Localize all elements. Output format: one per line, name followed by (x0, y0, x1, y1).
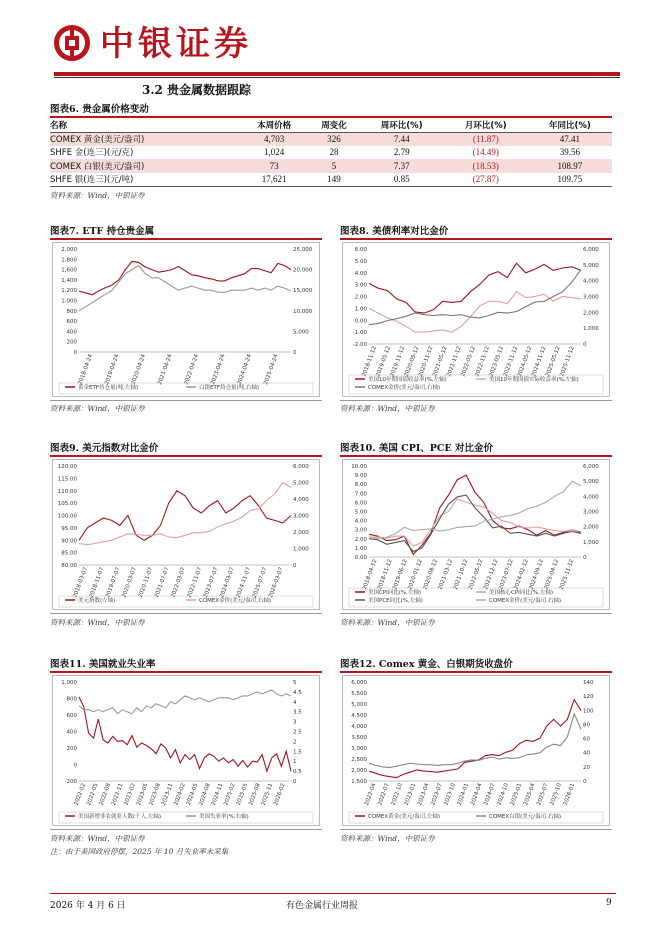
chart-svg (53, 676, 319, 825)
x-tick-label: 2025-11-12 (559, 345, 576, 378)
x-tick-label: 2019-06-12 (392, 558, 409, 591)
y-tick-label-left: 95.00 (61, 525, 77, 532)
figure-title: 图表8. 美债利率对比金价 (340, 226, 449, 237)
y-tick-label-left: 6.00 (354, 500, 367, 507)
series-line (369, 499, 581, 546)
y-tick-label-left: 1.00 (354, 545, 367, 552)
y-tick-label-right: 20 (583, 764, 590, 771)
x-tick-label: 2024-04 (470, 782, 484, 807)
x-tick-label: 2025-11-12 (558, 558, 576, 591)
y-tick-label-left: 5.00 (354, 509, 367, 516)
table-cell: 47.41 (528, 132, 612, 146)
x-tick-label: 2021-03-12 (437, 558, 455, 591)
x-tick-label: 2024-08 (198, 782, 212, 807)
table-cell: (11.87) (444, 132, 528, 146)
x-tick-label: 2022-05-12 (460, 345, 477, 378)
y-tick-label-left: 7.00 (354, 491, 367, 498)
legend-label: 美国CPI同比(%,左轴) (368, 590, 422, 596)
y-tick-label-left: 1,200 (61, 288, 77, 295)
x-tick-label: 2018-11-07 (88, 566, 106, 599)
x-tick-label: 2023-08 (148, 782, 162, 807)
x-tick-label: 2026-01 (562, 782, 577, 807)
x-tick-label: 2021-07-07 (153, 566, 171, 599)
x-tick-label: 2022-07 (377, 782, 391, 807)
y-tick-label-left: 400 (66, 329, 77, 336)
x-tick-label: 2025-10 (549, 782, 564, 807)
y-tick-label-left: 1,600 (61, 267, 77, 274)
x-tick-label: 2024-01 (456, 782, 471, 807)
x-tick-label: 2024-11-07 (235, 566, 253, 599)
table-cell: 7.37 (360, 159, 444, 173)
x-tick-label: 2018-11-12 (377, 558, 394, 591)
y-tick-label-left: 3.00 (354, 282, 367, 289)
figure-source: 资料来源：Wind，中银证券 (340, 404, 435, 413)
series-line (79, 491, 291, 541)
y-tick-label-left: 2.00 (354, 536, 367, 543)
y-tick-label-left: 1,000 (61, 298, 77, 305)
table-cell: 109.75 (528, 173, 612, 187)
x-tick-label: 2024-03-07 (219, 566, 236, 599)
x-tick-label: 2025-04 (523, 782, 537, 807)
x-tick-label: 2021-05-12 (432, 345, 449, 378)
y-tick-label-right: 140 (583, 680, 594, 686)
y-tick-label-left: 80.00 (61, 563, 77, 569)
y-tick-label-left: 1,000 (61, 680, 77, 686)
figure-title: 图表10. 美国 CPI、PCE 对比金价 (340, 443, 494, 454)
series-line (79, 690, 291, 714)
x-tick-label: 2023-05-12 (488, 345, 506, 378)
y-tick-label-right: 0 (293, 779, 297, 785)
figure-title-rule (340, 455, 612, 457)
col-header: 年同比(%) (528, 118, 612, 132)
series-line (369, 270, 581, 325)
y-tick-label-right: 4,000 (293, 497, 309, 503)
legend-label: 美国10年期国债收益率(%,左轴) (368, 377, 447, 383)
x-tick-label: 2019-11-12 (389, 345, 407, 378)
y-tick-label-right: 1.5 (293, 749, 302, 756)
x-tick-label: 2025-11 (260, 782, 275, 807)
figure-source: 资料来源：Wind，中银证券 (340, 618, 435, 627)
table-cell: (27.87) (444, 173, 528, 187)
x-tick-label: 2025-01 (509, 782, 524, 807)
y-tick-label-right: 5 (293, 680, 297, 686)
x-tick-label: 2020-04-24 (130, 353, 148, 386)
y-tick-label-left: 3,500 (351, 735, 367, 741)
table-cell: 0.85 (360, 173, 444, 187)
x-tick-label: 2022-03-07 (170, 566, 187, 599)
x-tick-label: 2020-01-12 (407, 558, 424, 591)
y-tick-label-right: 1 (293, 759, 297, 766)
table-cell: 4,703 (240, 132, 308, 146)
x-tick-label: 2024-05 (185, 782, 200, 807)
x-tick-label: 2025-05-12 (545, 345, 562, 378)
table-row (50, 173, 612, 187)
y-tick-label-left: 90.00 (61, 538, 77, 545)
x-tick-label: 2022-05 (86, 782, 100, 807)
x-tick-label: 2022-11 (111, 782, 125, 807)
header-rule-thin (54, 77, 620, 78)
y-tick-label-left: -1.00 (352, 330, 367, 337)
x-tick-label: 2024-10 (496, 782, 511, 807)
table-cell: COMEX 白银(美元/盎司) (50, 159, 240, 173)
y-tick-label-right: 10,000 (293, 308, 313, 315)
y-tick-label-right: 1,000 (583, 539, 599, 546)
table-cell: COMEX 黄金(美元/盎司) (50, 132, 240, 146)
table-cell: 2.79 (393, 147, 410, 158)
chart-svg (53, 460, 319, 609)
y-tick-label-right: 25,000 (293, 247, 313, 253)
y-tick-label-left: 115.00 (57, 476, 77, 483)
x-tick-label: 2018-04-12 (361, 558, 379, 591)
col-header: 周环比(%) (360, 118, 444, 132)
x-tick-label: 2025-08 (248, 782, 262, 807)
table-cell: 108.97 (528, 159, 612, 173)
table-cell: SHFE 银(连三)(元/吨) (50, 173, 240, 187)
x-tick-label: 2020-11-07 (137, 566, 155, 599)
table-cell: 28 (329, 147, 339, 158)
y-tick-label-right: 20,000 (293, 267, 313, 274)
y-tick-label-left: 3,000 (351, 746, 367, 752)
table-cell: 326 (308, 132, 359, 146)
y-tick-label-right: 2,000 (583, 524, 599, 531)
y-tick-label-right: 6,000 (293, 464, 309, 470)
chart-svg (53, 243, 319, 396)
y-tick-label-left: 0 (73, 350, 77, 356)
legend-label: 美国10年期国债实际收益率(%,左轴) (489, 377, 579, 383)
x-tick-label: 2023-07 (430, 782, 444, 807)
header-rule (54, 72, 620, 76)
y-tick-label-right: 5,000 (293, 480, 309, 487)
x-tick-label: 2018-04-24 (77, 353, 95, 386)
y-tick-label-right: 2,000 (293, 530, 309, 536)
y-tick-label-right: 0 (293, 350, 297, 356)
x-tick-label: 2023-07-12 (498, 558, 515, 591)
y-tick-label-left: 5,000 (351, 702, 367, 708)
x-tick-label: 2022-10 (390, 782, 405, 807)
y-tick-label-right: 3.5 (293, 709, 302, 716)
x-tick-label: 2024-11 (210, 782, 225, 807)
y-tick-label-left: 3.00 (354, 527, 367, 534)
x-tick-label: 2025-04-24 (263, 353, 280, 386)
table-cell: 149 (308, 173, 359, 187)
y-tick-label-left: 10.00 (351, 464, 367, 470)
x-tick-label: 2023-07-07 (202, 566, 220, 599)
figure-source: 资料来源：Wind，中银证券 (340, 834, 435, 843)
x-tick-label: 2024-09-12 (528, 558, 546, 591)
y-tick-label-right: 15,000 (293, 288, 313, 295)
y-tick-label-left: 600 (66, 713, 77, 719)
figure-bottom-rule (340, 400, 612, 401)
y-tick-label-left: 2,000 (351, 768, 367, 774)
legend-label: COMEX金价(美元/盎司,右轴) (368, 385, 441, 391)
table-cell: (18.53) (444, 159, 528, 173)
y-tick-label-right: 60 (583, 736, 590, 743)
x-tick-label: 2019-07-07 (105, 566, 122, 599)
y-tick-label-left: 5.00 (354, 258, 367, 265)
y-tick-label-right: 0 (583, 555, 587, 561)
figure-source: 资料来源：Wind，中银证券 (50, 618, 145, 627)
series-line (369, 263, 581, 313)
y-tick-label-left: 600 (66, 319, 77, 326)
y-tick-label-left: 2,000 (61, 247, 77, 253)
y-tick-label-right: 3 (293, 719, 297, 726)
page-number: 9 (606, 898, 612, 908)
etf-holdings-chart (52, 242, 320, 397)
x-tick-label: 2025-04-12 (543, 558, 561, 591)
x-tick-label: 2018-11-12 (361, 345, 378, 378)
x-tick-label: 2023-04 (417, 782, 431, 807)
y-tick-label-left: 105.00 (57, 501, 77, 508)
table-cell: 7.44 (360, 132, 444, 146)
chart-svg (343, 243, 609, 396)
y-tick-label-right: 5,000 (583, 262, 599, 269)
figure-title-rule (340, 671, 612, 673)
table-row (50, 159, 612, 173)
us-employment-chart (52, 675, 320, 826)
cpi-pce-vs-gold-chart (342, 459, 610, 610)
y-tick-label-right: 4,000 (583, 278, 599, 285)
col-header: 名称 (50, 118, 240, 132)
y-tick-label-right: 4 (293, 699, 297, 706)
treasury-yield-vs-gold-chart (342, 242, 610, 397)
table-row (50, 132, 612, 146)
legend-label: 美国新增非农就业人数(千人,左轴) (78, 814, 162, 820)
table-cell: 1,024 (263, 147, 285, 158)
table-row (50, 146, 612, 160)
y-tick-label-right: 80 (583, 722, 590, 729)
comex-futures-chart (342, 675, 610, 826)
x-tick-label: 2022-11-07 (186, 566, 204, 599)
figure-source: 资料来源：Wind，中银证券 (50, 404, 145, 413)
figure-bottom-rule (50, 613, 322, 614)
y-tick-label-left: -200 (64, 779, 77, 785)
y-tick-label-left: 5,500 (351, 691, 367, 697)
x-tick-label: 2023-05 (135, 782, 150, 807)
figure-title: 图表9. 美元指数对比金价 (50, 443, 159, 454)
y-tick-label-right: 5,000 (293, 329, 309, 336)
figure-title-rule (340, 238, 612, 240)
y-tick-label-left: 0.00 (354, 555, 367, 561)
price-table (50, 118, 612, 187)
legend-label: COMEX金价(美元/盎司,右轴) (489, 598, 562, 604)
x-tick-label: 2024-05-12 (516, 345, 534, 378)
y-tick-label-left: 4,000 (351, 724, 367, 730)
x-tick-label: 2021-04-24 (157, 353, 174, 386)
y-tick-label-right: 2,000 (583, 310, 599, 317)
x-tick-label: 2025-07-07 (251, 566, 269, 599)
x-tick-label: 2023-11-12 (502, 345, 520, 378)
x-tick-label: 2020-08-12 (422, 558, 440, 591)
series-line (369, 495, 581, 551)
y-tick-label-left: 200 (66, 339, 77, 346)
x-tick-label: 2024-02 (173, 782, 187, 807)
y-tick-label-right: 2 (293, 739, 297, 746)
y-tick-label-left: 6.00 (354, 247, 367, 253)
y-tick-label-right: 4.5 (293, 689, 302, 696)
x-tick-label: 2021-11-12 (446, 345, 463, 378)
figure-title-rule (50, 238, 322, 240)
y-tick-label-right: 2.5 (293, 729, 302, 736)
figure-source: 资料来源：Wind，中银证券 (50, 834, 145, 843)
x-tick-label: 2025-02 (223, 782, 237, 807)
y-tick-label-right: 1,000 (293, 546, 309, 553)
figure-title: 图表7. ETF 持仓贵金属 (50, 226, 155, 237)
y-tick-label-right: 100 (583, 708, 594, 715)
y-tick-label-left: 6,000 (351, 680, 367, 686)
legend-label: 黄金ETF持仓量(吨,左轴) (78, 385, 139, 391)
y-tick-label-right: 40 (583, 750, 590, 757)
series-line (369, 475, 581, 554)
x-tick-label: 2022-11-12 (474, 345, 492, 378)
y-tick-label-left: 4.00 (354, 270, 367, 277)
x-tick-label: 2020-05-12 (403, 345, 421, 378)
logo-square-icon (65, 36, 79, 50)
x-tick-label: 2025-05 (235, 782, 250, 807)
y-tick-label-left: 100.00 (57, 513, 77, 520)
series-line (369, 714, 581, 768)
y-tick-label-left: 1,800 (61, 257, 77, 264)
figure-title: 图表11. 美国就业失业率 (50, 659, 156, 670)
table-cell: 73 (240, 159, 308, 173)
x-tick-label: 2021-10-12 (452, 558, 470, 591)
y-tick-label-left: -2.00 (352, 342, 367, 348)
footer-date: 2026 年 4 月 6 日 (50, 901, 126, 911)
footer-report-name: 有色金属行业周报 (286, 901, 359, 911)
footer-rule (50, 893, 616, 894)
y-tick-label-left: 2,500 (351, 757, 367, 763)
figure-note: 注：由于美国政府停摆，2025 年 10 月失业率未采集 (50, 847, 229, 856)
col-header: 月环比(%) (444, 118, 528, 132)
figure-bottom-rule (340, 613, 612, 614)
x-tick-label: 2022-04 (364, 782, 378, 807)
x-tick-label: 2022-08 (98, 782, 113, 807)
table-header-row (50, 118, 612, 132)
figure-title: 图表12. Comex 黄金、白银期货收盘价 (340, 659, 513, 670)
legend-label: 美元指数(左轴) (78, 598, 116, 604)
x-tick-label: 2022-02 (73, 782, 88, 807)
y-tick-label-right: 0.5 (293, 769, 302, 776)
y-tick-label-left: 120.00 (57, 464, 77, 470)
y-tick-label-right: 0 (583, 342, 587, 348)
series-line (369, 292, 581, 332)
figure-bottom-rule (50, 400, 322, 401)
chart-svg (343, 676, 609, 825)
chart-svg (343, 460, 609, 609)
legend-label: 美国PCE同比(%,左轴) (368, 598, 423, 604)
figure-title-rule (50, 455, 322, 457)
col-header: 本周价格 (240, 118, 308, 132)
x-tick-label: 2026-03-07 (268, 566, 285, 599)
x-tick-label: 2019-04-24 (104, 353, 121, 386)
y-tick-label-left: 1,500 (351, 779, 367, 785)
table-source: 资料来源：Wind，中银证券 (50, 191, 145, 200)
y-tick-label-right: 6,000 (583, 464, 599, 470)
legend-label: 美国失业率(%,右轴) (199, 814, 249, 820)
series-line (79, 266, 291, 311)
y-tick-label-right: 1,000 (583, 326, 599, 333)
y-tick-label-left: 800 (66, 308, 77, 315)
dollar-index-vs-gold-chart (52, 459, 320, 610)
series-line (79, 483, 291, 545)
y-tick-label-left: 4.00 (354, 518, 367, 525)
brand-name: 中银证券 (100, 24, 252, 64)
y-tick-label-right: 6,000 (583, 247, 599, 253)
y-tick-label-right: 5,000 (583, 479, 599, 486)
figure-bottom-rule (340, 829, 612, 830)
y-tick-label-left: 4,500 (351, 713, 367, 719)
y-tick-label-left: 200 (66, 746, 77, 752)
legend-label: COMEX金价(美元/盎司,右轴) (199, 598, 272, 604)
table-cell: (14.49) (472, 147, 499, 158)
y-tick-label-left: 1.00 (354, 306, 367, 313)
x-tick-label: 2022-04-24 (183, 353, 201, 386)
x-tick-label: 2024-11-12 (530, 345, 548, 378)
y-tick-label-left: 800 (66, 696, 77, 703)
x-tick-label: 2022-12-12 (483, 558, 500, 591)
x-tick-label: 2024-07 (483, 782, 497, 807)
x-tick-label: 2026-02 (273, 782, 287, 807)
table-cell: 5 (308, 159, 359, 173)
y-tick-label-left: 110.00 (57, 488, 77, 495)
x-tick-label: 2020-11-12 (417, 345, 435, 378)
section-title: 3.2 贵金属数据跟踪 (142, 83, 252, 97)
figure-bottom-rule (50, 829, 322, 830)
y-tick-label-right: 3,000 (583, 294, 599, 301)
legend-label: COMEX黄金(美元/盎司,左轴) (368, 814, 441, 820)
table-cell: 17,621 (240, 173, 308, 187)
y-tick-label-left: 2.00 (354, 294, 367, 301)
legend-label: 美国核心CPI同比(%,左轴) (489, 590, 554, 596)
y-tick-label-left: 85.00 (61, 550, 77, 557)
x-tick-label: 2023-02 (123, 782, 137, 807)
x-tick-label: 2024-04-24 (236, 353, 254, 386)
x-tick-label: 2023-01 (403, 782, 418, 807)
legend-label: 白银ETF持仓量(吨,右轴) (199, 385, 260, 391)
y-tick-label-right: 3,000 (583, 509, 599, 516)
y-tick-label-right: 0 (293, 563, 297, 569)
y-tick-label-left: 0 (73, 762, 77, 769)
y-tick-label-left: 1,400 (61, 277, 77, 284)
legend-label: COMEX白银(美元/盎司,右轴) (489, 814, 562, 820)
table-title: 图表6. 贵金属价格变动 (50, 104, 149, 115)
x-tick-label: 2023-04-24 (210, 353, 227, 386)
y-tick-label-left: 8.00 (354, 482, 367, 489)
x-tick-label: 2024-02-12 (513, 558, 530, 591)
y-tick-label-left: 400 (66, 729, 77, 736)
col-header: 周变化 (308, 118, 359, 132)
y-tick-label-left: 0.00 (354, 318, 367, 325)
x-tick-label: 2020-03-07 (121, 566, 138, 599)
y-tick-label-right: 0 (583, 779, 587, 785)
series-line (369, 700, 581, 778)
y-tick-label-right: 3,000 (293, 513, 309, 520)
table-cell: 39.56 (559, 147, 581, 158)
x-tick-label: 2025-07 (536, 782, 550, 807)
x-tick-label: 2022-05-12 (467, 558, 485, 591)
x-tick-label: 2023-10 (443, 782, 458, 807)
y-tick-label-right: 120 (583, 694, 594, 701)
figure-title-rule (50, 671, 322, 673)
y-tick-label-left: 9.00 (354, 473, 367, 480)
x-tick-label: 2019-05-12 (375, 345, 393, 378)
x-tick-label: 2018-03-07 (72, 566, 90, 599)
x-tick-label: 2023-11 (160, 782, 175, 807)
table-cell: SHFE 金(连三)(元/克) (50, 148, 134, 159)
y-tick-label-right: 4,000 (583, 494, 599, 501)
